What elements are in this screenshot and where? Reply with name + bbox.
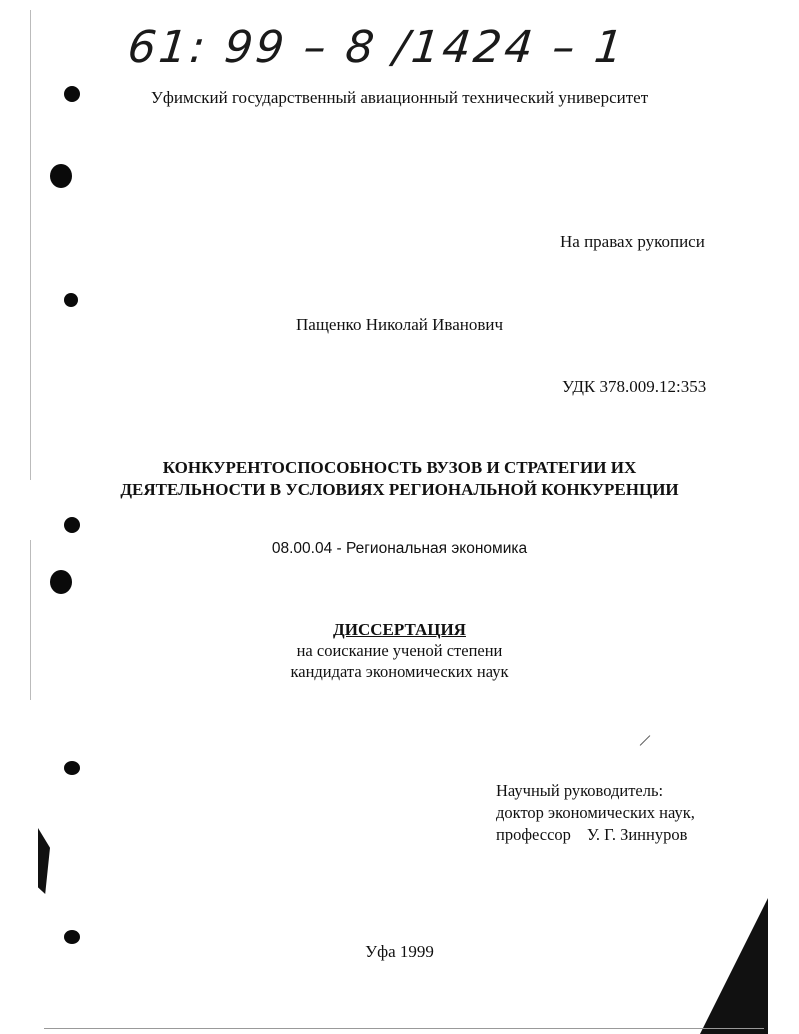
degree-line1: на соискание ученой степени (296, 641, 503, 660)
advisor-position-line (496, 824, 695, 846)
advisor-name: У. Г. Зиннуров (586, 825, 688, 844)
dissertation-title-line2: ДЕЯТЕЛЬНОСТИ В УСЛОВИЯХ РЕГИОНАЛЬНОЙ КОНКУРЕНЦИИ (120, 480, 679, 499)
handwritten-code: 61: 99 – 8 /1424 – 1 (125, 22, 629, 73)
scan-corner-shadow (700, 898, 768, 1034)
specialty: 08.00.04 - Региональная экономика (271, 540, 528, 557)
punch-hole (64, 517, 80, 533)
work-type: ДИССЕРТАЦИЯ (333, 620, 466, 639)
advisor-label: Научный руководитель: (496, 781, 664, 800)
advisor-block (496, 780, 695, 846)
scan-edge-mark (44, 1028, 764, 1029)
udc-code: УДК 378.009.12:353 (562, 377, 707, 396)
punch-hole (50, 164, 72, 188)
punch-hole (64, 293, 78, 307)
university-name: Уфимский государственный авиационный технический университет (150, 88, 649, 107)
author-name: Пащенко Николай Иванович (296, 315, 504, 334)
advisor-degree: доктор экономических наук, (496, 803, 695, 822)
scan-edge-mark (38, 828, 50, 894)
pen-stroke (640, 735, 651, 746)
degree-line2: кандидата экономических наук (290, 662, 509, 681)
dissertation-title-line1: КОНКУРЕНТОСПОСОБНОСТЬ ВУЗОВ И СТРАТЕГИИ ИХ (162, 458, 637, 477)
city-year: Уфа 1999 (365, 942, 434, 961)
punch-hole (64, 761, 80, 775)
scan-edge-mark (30, 10, 31, 480)
punch-hole (50, 570, 72, 594)
manuscript-rights: На правах рукописи (560, 232, 705, 251)
advisor-title: профессор (496, 825, 571, 844)
